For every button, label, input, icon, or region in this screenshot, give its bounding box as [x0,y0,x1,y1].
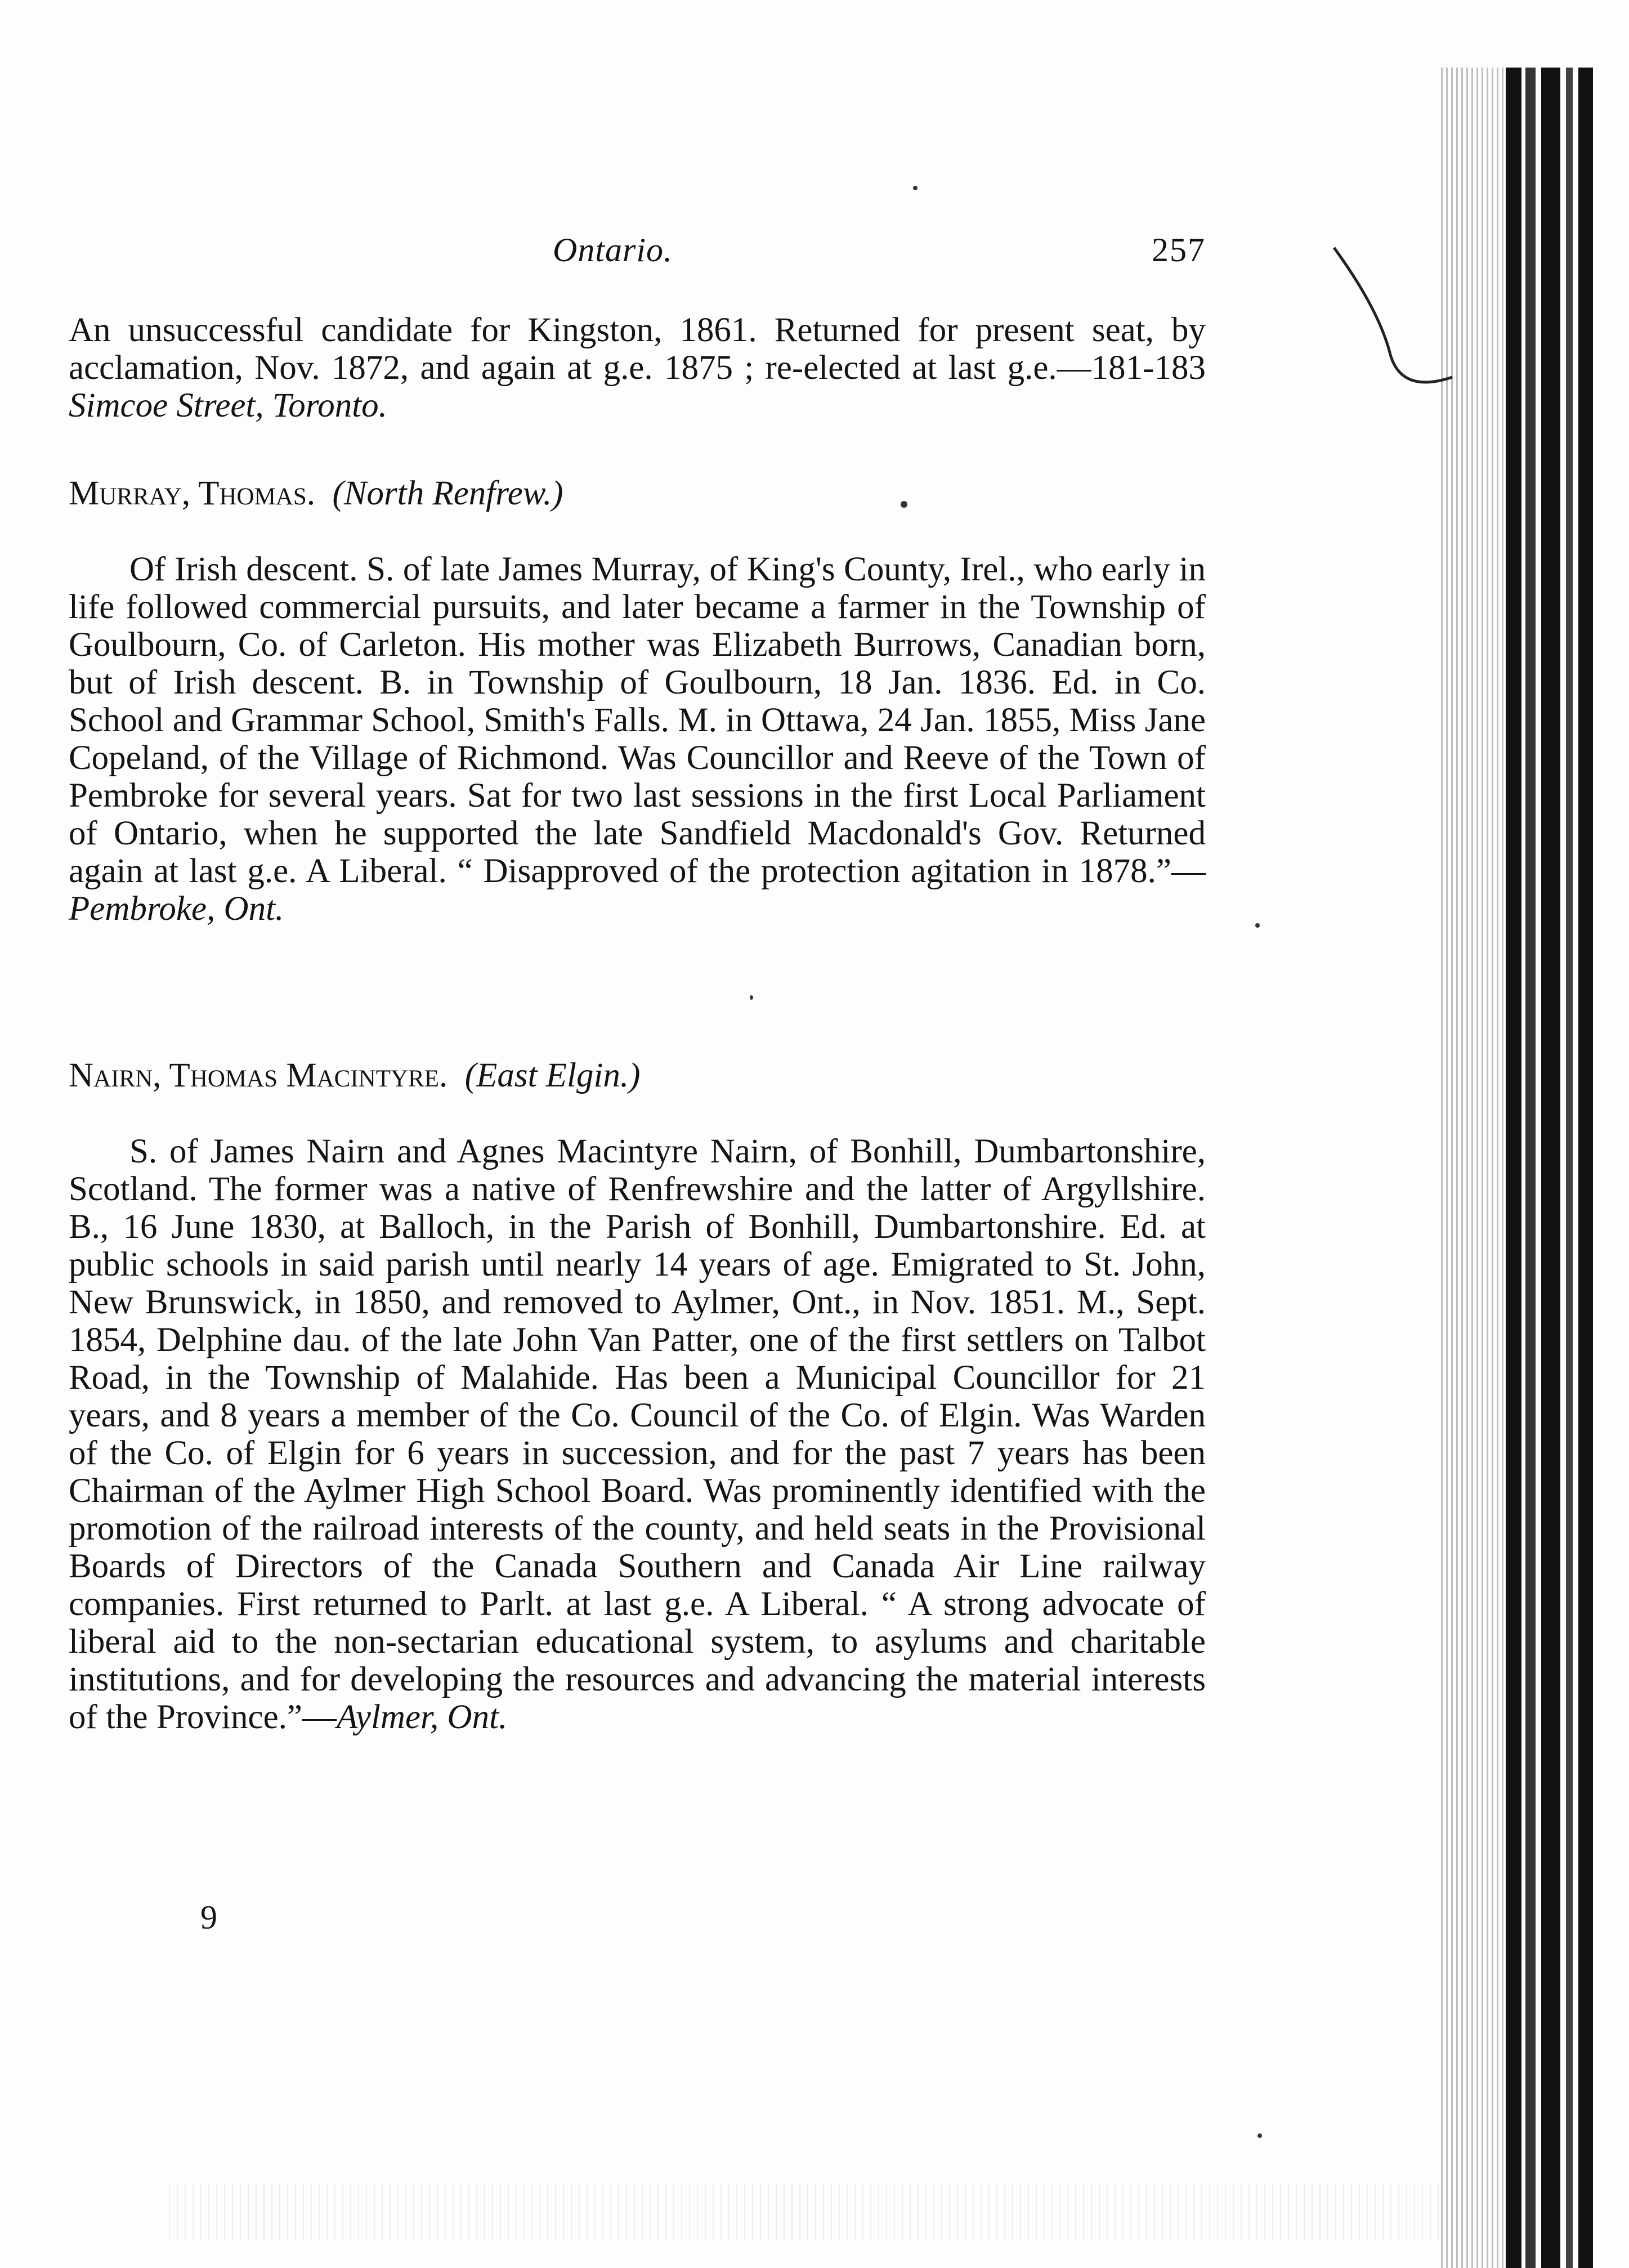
entry-body [69,1133,1206,1736]
continuation-address-street: Simcoe Street, Toronto. [69,387,387,424]
continuation-body: An unsuccessful candidate for Kingston, 1861. Returned for present seat, by acclamation, Nov. 1872, and again at g.e. 1875 ; re-elected at last g.e.— [69,311,1206,387]
binding-band [1541,68,1560,2268]
page-number: 257 [1152,231,1206,269]
entry-murray [69,475,1206,928]
entry-name: Murray, Thomas. [69,475,316,512]
entry-name: Nairn, Thomas Macintyre. [69,1057,448,1094]
entry-address: Pembroke, Ont. [69,890,284,928]
pen-mark [1328,236,1497,405]
scan-speck [901,501,907,508]
binding-band [1525,68,1536,2268]
continuation-text [69,311,1206,424]
binding-band [1566,68,1573,2268]
binding-band [1578,68,1593,2268]
entry-heading [69,475,1206,512]
binding-band [1506,68,1521,2268]
scan-speck [913,186,918,190]
scan-speck [1255,923,1260,928]
continuation-address-number: 181-183 [1091,349,1206,387]
entry-nairn [69,1057,1206,1736]
entry-address: Aylmer, Ont. [337,1698,508,1736]
entry-body-text: S. of James Nairn and Agnes Macintyre Nairn, of Bonhill, Dumbartonshire, Scotland. The former was a native of Renfrewshire and the latter of Argyllshire. B., 16 June 1830, at Balloch, in the Parish of Bonhill, Dumbartonshire. Ed. at public schools in said parish until nearly 14 years of age. Emigrated to St. John, New Brunswick, in 1850, and removed to Aylmer, Ont., in Nov. 1851. M., Sept. 1854, Delphine dau. of the late John Van Patter, one of the first settlers on Talbot Road, in the Township of Malahide. Has been a Municipal Councillor for 21 years, and 8 years a member of the Co. Council of the Co. of Elgin. Was Warden of the Co. of Elgin for 6 years in succession, and for the past 7 years has been Chairman of the Aylmer High School Board. Was prominently identified with the promotion of the railroad interests of the county, and held seats in the Provisional Boards of Directors of the Canada Southern and Canada Air Line railway companies. First returned to Parlt. at last g.e. A Liberal. “ A strong advocate of liberal aid to the non-sectarian educational system, to asylums and charitable institutions, and for developing the resources and advancing the material interests of the Province.”— [69,1133,1206,1736]
entry-heading [69,1057,1206,1094]
continuation-paragraph [69,311,1206,424]
entry-body [69,551,1206,928]
entry-riding: (North Renfrew.) [332,475,563,512]
scan-noise [169,2184,1441,2240]
page-header [69,231,1206,276]
entry-riding: (East Elgin.) [464,1057,641,1094]
signature-mark: 9 [200,1899,217,1936]
scan-speck [1257,2133,1262,2138]
entry-body-text: Of Irish descent. S. of late James Murray, of King's County, Irel., who early in life followed commercial pursuits, and later became a farmer in the Township of Goulbourn, Co. of Carleton. His mother was Elizabeth Burrows, Canadian born, but of Irish descent. B. in Township of Goulbourn, 18 Jan. 1836. Ed. in Co. School and Grammar School, Smith's Falls. M. in Ottawa, 24 Jan. 1855, Miss Jane Copeland, of the Village of Richmond. Was Councillor and Reeve of the Town of Pembroke for several years. Sat for two last sessions in the first Local Parliament of Ontario, when he supported the late Sandfield Macdonald's Gov. Returned again at last g.e. A Liberal. “ Disapproved of the protection agitation in 1878.”— [69,551,1206,890]
running-title: Ontario. [553,231,673,269]
scan-speck [750,995,753,1000]
